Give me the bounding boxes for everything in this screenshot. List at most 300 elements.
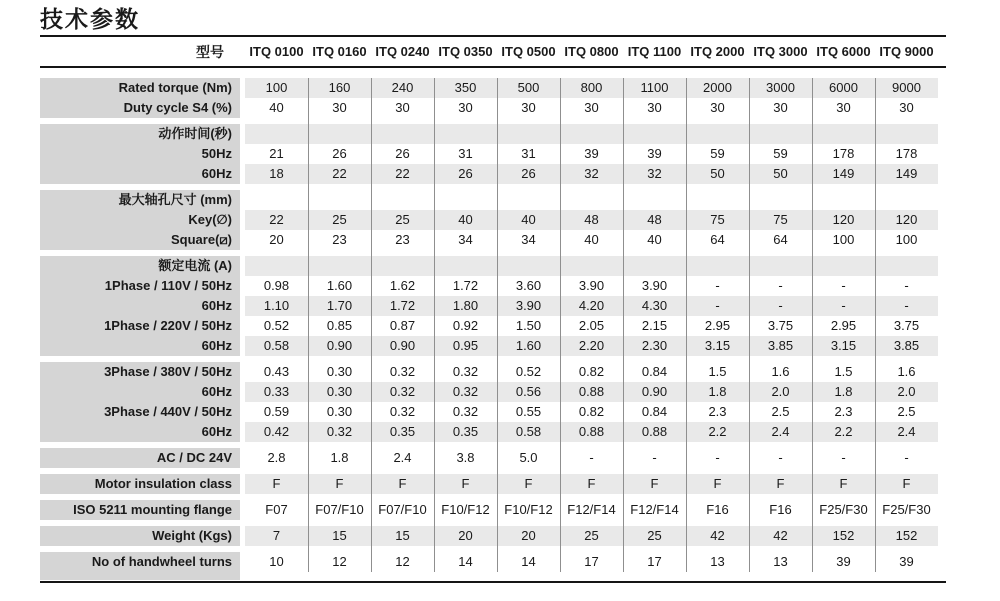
model-header-cells [245, 44, 938, 59]
table-cell: F [713, 476, 722, 491]
table-cell: 30 [647, 100, 662, 115]
table-row [40, 422, 988, 442]
table-cell: 25 [647, 528, 662, 543]
table-cell: 39 [647, 146, 662, 161]
table-cell: 75 [773, 212, 788, 227]
row-values [245, 526, 938, 546]
table-cell: 1.72 [389, 298, 416, 313]
table-cell: 149 [832, 166, 855, 181]
table-cell [497, 190, 560, 210]
row-label: No of handwheel turns [40, 552, 240, 572]
table-cell: 5.0 [519, 450, 538, 465]
table-cell: 0.30 [326, 364, 353, 379]
table-cell: 3.75 [767, 318, 794, 333]
table-cell: 178 [895, 146, 918, 161]
row-label: 60Hz [40, 382, 240, 402]
row-label: 60Hz [40, 164, 240, 184]
row-group [40, 526, 988, 546]
table-cell: 0.35 [389, 424, 416, 439]
table-cell: 1.10 [263, 298, 290, 313]
table-row [40, 382, 988, 402]
table-cell: 2.8 [267, 450, 286, 465]
table-cell [308, 256, 371, 276]
table-cell [308, 124, 371, 144]
table-cell: 25 [584, 528, 599, 543]
table-cell: 100 [895, 232, 918, 247]
table-cell: 30 [773, 100, 788, 115]
table-cell: 59 [710, 146, 725, 161]
table-row [40, 124, 988, 144]
column-header-model: ITQ 3000 [753, 44, 808, 59]
table-cell: 22 [395, 166, 410, 181]
table-cell [749, 256, 812, 276]
table-cell: 2.95 [830, 318, 857, 333]
table-row [40, 336, 988, 356]
table-cell [245, 256, 308, 276]
table-cell [434, 256, 497, 276]
table-cell: 0.32 [389, 384, 416, 399]
table-cell: 1.8 [708, 384, 727, 399]
table-row [40, 98, 988, 118]
table-cell: 30 [458, 100, 473, 115]
row-values [245, 190, 938, 210]
table-cell [560, 124, 623, 144]
table-row [40, 500, 988, 520]
column-header-model: ITQ 0160 [312, 44, 367, 59]
table-cell: 0.32 [389, 404, 416, 419]
table-cell: 3.60 [515, 278, 542, 293]
table-cell: 40 [458, 212, 473, 227]
row-values [245, 296, 938, 316]
table-cell: F10/F12 [504, 502, 553, 517]
table-cell: F [524, 476, 533, 491]
table-cell: 39 [836, 554, 851, 569]
row-values [245, 164, 938, 184]
table-cell: 2.2 [834, 424, 853, 439]
header-rule [40, 66, 946, 68]
table-cell: 3.85 [767, 338, 794, 353]
table-header-row [40, 37, 946, 66]
table-cell: 0.58 [263, 338, 290, 353]
row-values [245, 316, 938, 336]
table-cell: 0.95 [452, 338, 479, 353]
table-cell: - [841, 278, 846, 293]
table-cell [875, 256, 938, 276]
row-values [245, 276, 938, 296]
table-cell: 30 [395, 100, 410, 115]
table-cell: 30 [332, 100, 347, 115]
table-cell: 0.84 [641, 404, 668, 419]
table-cell [371, 256, 434, 276]
table-cell: 32 [584, 166, 599, 181]
table-cell: 2.5 [897, 404, 916, 419]
table-row [40, 164, 988, 184]
table-cell: 1.8 [330, 450, 349, 465]
table-cell: 14 [458, 554, 473, 569]
table-cell: 7 [272, 528, 281, 543]
table-cell: F [902, 476, 911, 491]
table-cell: 0.33 [263, 384, 290, 399]
table-cell: 20 [458, 528, 473, 543]
table-cell: 0.55 [515, 404, 542, 419]
table-cell: 0.90 [641, 384, 668, 399]
table-cell: 17 [647, 554, 662, 569]
table-cell: 1.72 [452, 278, 479, 293]
page-title: 技术参数 [40, 6, 140, 32]
table-cell: 13 [773, 554, 788, 569]
bottom-rule [40, 581, 946, 583]
table-cell [308, 190, 371, 210]
row-values [245, 98, 938, 118]
table-row [40, 296, 988, 316]
table-cell: 2.30 [641, 338, 668, 353]
table-cell [434, 124, 497, 144]
table-cell: 75 [710, 212, 725, 227]
table-cell: 40 [584, 232, 599, 247]
table-cell: F07 [265, 502, 288, 517]
table-cell [623, 256, 686, 276]
table-cell: 0.84 [641, 364, 668, 379]
table-cell [371, 190, 434, 210]
table-cell: 1100 [640, 80, 669, 95]
table-cell: 149 [895, 166, 918, 181]
table-cell: 42 [710, 528, 725, 543]
table-cell [623, 124, 686, 144]
table-cell: F [839, 476, 848, 491]
column-header-model: ITQ 2000 [690, 44, 745, 59]
row-values [245, 230, 938, 250]
table-row [40, 276, 988, 296]
table-cell: 0.82 [578, 404, 605, 419]
table-cell: 3.90 [578, 278, 605, 293]
table-cell [560, 190, 623, 210]
table-row [40, 230, 988, 250]
table-cell: F [398, 476, 407, 491]
table-cell: 2.0 [897, 384, 916, 399]
row-values [245, 362, 938, 382]
table-cell: 3000 [766, 80, 795, 95]
table-cell [875, 124, 938, 144]
table-cell [686, 190, 749, 210]
row-values [245, 78, 938, 98]
table-cell: 0.30 [326, 404, 353, 419]
table-cell: 350 [454, 80, 477, 95]
row-group [40, 500, 988, 520]
table-cell: 2.05 [578, 318, 605, 333]
model-column-label: 型号 [196, 43, 224, 60]
table-cell: 2.4 [393, 450, 412, 465]
spec-table-body [40, 78, 988, 580]
table-row [40, 474, 988, 494]
row-label: Duty cycle S4 (%) [40, 98, 240, 118]
row-label: Weight (Kgs) [40, 526, 240, 546]
table-cell: - [841, 450, 846, 465]
table-cell: 30 [836, 100, 851, 115]
table-row [40, 190, 988, 210]
table-cell: 0.98 [263, 278, 290, 293]
row-label: 3Phase / 380V / 50Hz [40, 362, 240, 382]
table-cell: 2000 [703, 80, 732, 95]
table-cell: 0.90 [389, 338, 416, 353]
table-cell: 800 [580, 80, 603, 95]
row-label: 额定电流 (A) [40, 256, 240, 276]
row-values [245, 422, 938, 442]
table-cell: 39 [584, 146, 599, 161]
table-cell [686, 256, 749, 276]
table-cell: - [715, 278, 720, 293]
table-cell: 1.6 [897, 364, 916, 379]
table-cell [686, 124, 749, 144]
table-cell: 2.5 [771, 404, 790, 419]
table-cell: 30 [584, 100, 599, 115]
row-group [40, 190, 988, 250]
table-cell: 500 [517, 80, 540, 95]
table-cell: 22 [332, 166, 347, 181]
row-label: 最大轴孔尺寸 (mm) [40, 190, 240, 210]
table-cell: F07/F10 [378, 502, 427, 517]
table-cell: 40 [521, 212, 536, 227]
table-cell: 1.5 [708, 364, 727, 379]
table-cell: 12 [395, 554, 410, 569]
row-label: 1Phase / 220V / 50Hz [40, 316, 240, 336]
table-cell: 40 [647, 232, 662, 247]
table-cell: F25/F30 [882, 502, 931, 517]
table-cell: 12 [332, 554, 347, 569]
row-group [40, 78, 988, 118]
table-cell: 26 [395, 146, 410, 161]
table-row [40, 78, 988, 98]
table-cell: 0.85 [326, 318, 353, 333]
table-cell [245, 190, 308, 210]
table-cell: 9000 [892, 80, 921, 95]
table-cell: 0.90 [326, 338, 353, 353]
label-column-footer [40, 572, 240, 580]
table-cell: - [715, 450, 720, 465]
row-values [245, 256, 938, 276]
table-cell: 2.0 [771, 384, 790, 399]
table-cell: 30 [710, 100, 725, 115]
table-cell: 1.62 [389, 278, 416, 293]
table-cell: 48 [647, 212, 662, 227]
table-row [40, 316, 988, 336]
table-cell: 14 [521, 554, 536, 569]
row-label: Square(⧄) [40, 230, 240, 250]
row-group [40, 256, 988, 356]
table-cell: 0.30 [326, 384, 353, 399]
row-label: 60Hz [40, 296, 240, 316]
row-group [40, 474, 988, 494]
table-row [40, 362, 988, 382]
table-cell: 26 [458, 166, 473, 181]
table-cell: 0.32 [452, 404, 479, 419]
row-group [40, 362, 988, 442]
table-row [40, 402, 988, 422]
table-cell: 25 [332, 212, 347, 227]
table-cell: 10 [269, 554, 284, 569]
table-cell: - [778, 298, 783, 313]
table-cell: 26 [332, 146, 347, 161]
table-cell: 13 [710, 554, 725, 569]
table-cell: 0.82 [578, 364, 605, 379]
table-cell: 4.30 [641, 298, 668, 313]
table-cell: 30 [899, 100, 914, 115]
table-cell: 0.32 [452, 364, 479, 379]
table-cell: 0.92 [452, 318, 479, 333]
column-header-model: ITQ 0240 [375, 44, 430, 59]
row-values [245, 552, 938, 572]
row-values [245, 144, 938, 164]
table-cell: 21 [269, 146, 284, 161]
table-cell: 178 [832, 146, 855, 161]
row-values [245, 474, 938, 494]
table-cell: F10/F12 [441, 502, 490, 517]
table-cell: 100 [265, 80, 288, 95]
table-cell: 0.43 [263, 364, 290, 379]
table-cell [749, 124, 812, 144]
table-cell: F [776, 476, 785, 491]
table-cell: 34 [458, 232, 473, 247]
table-cell [245, 124, 308, 144]
table-cell: 0.42 [263, 424, 290, 439]
row-label: 50Hz [40, 144, 240, 164]
table-cell: 17 [584, 554, 599, 569]
table-cell: 2.95 [704, 318, 731, 333]
table-cell: 64 [773, 232, 788, 247]
table-cell: 0.87 [389, 318, 416, 333]
table-cell: F16 [769, 502, 792, 517]
table-cell: 0.32 [452, 384, 479, 399]
table-cell: F [335, 476, 344, 491]
table-cell: - [778, 278, 783, 293]
table-cell: 40 [269, 100, 284, 115]
table-cell: 152 [895, 528, 918, 543]
row-group [40, 124, 988, 184]
table-cell: F [587, 476, 596, 491]
row-values [245, 402, 938, 422]
row-group [40, 552, 988, 572]
row-values [245, 124, 938, 144]
table-cell: 1.8 [834, 384, 853, 399]
table-cell: 1.60 [326, 278, 353, 293]
table-cell: 0.32 [326, 424, 353, 439]
table-cell: 1.6 [771, 364, 790, 379]
table-cell: F16 [706, 502, 729, 517]
table-cell: - [652, 450, 657, 465]
table-cell: 59 [773, 146, 788, 161]
table-cell: 1.70 [326, 298, 353, 313]
column-header-model: ITQ 0500 [501, 44, 556, 59]
table-cell [371, 124, 434, 144]
table-row [40, 448, 988, 468]
row-label: Key(∅) [40, 210, 240, 230]
column-header-model: ITQ 0350 [438, 44, 493, 59]
row-values [245, 210, 938, 230]
table-cell: F07/F10 [315, 502, 364, 517]
table-cell: 2.4 [771, 424, 790, 439]
table-cell: 30 [521, 100, 536, 115]
row-label: 1Phase / 110V / 50Hz [40, 276, 240, 296]
table-cell: 0.35 [452, 424, 479, 439]
row-values [245, 500, 938, 520]
column-header-model: ITQ 6000 [816, 44, 871, 59]
table-cell [497, 256, 560, 276]
table-cell: - [841, 298, 846, 313]
row-label: AC / DC 24V [40, 448, 240, 468]
table-cell: 50 [710, 166, 725, 181]
row-label: 3Phase / 440V / 50Hz [40, 402, 240, 422]
table-cell: 3.8 [456, 450, 475, 465]
row-label: Motor insulation class [40, 474, 240, 494]
table-cell: 20 [269, 232, 284, 247]
row-label: 60Hz [40, 422, 240, 442]
table-cell: 120 [895, 212, 918, 227]
table-row [40, 144, 988, 164]
column-header-model: ITQ 0800 [564, 44, 619, 59]
table-cell: - [904, 278, 909, 293]
table-cell: 15 [332, 528, 347, 543]
table-cell: 160 [328, 80, 351, 95]
table-cell [560, 256, 623, 276]
table-row [40, 210, 988, 230]
table-cell: 18 [269, 166, 284, 181]
table-cell: 0.32 [389, 364, 416, 379]
table-cell: 2.20 [578, 338, 605, 353]
table-cell [434, 190, 497, 210]
table-cell: 20 [521, 528, 536, 543]
table-cell: - [778, 450, 783, 465]
table-row [40, 526, 988, 546]
table-cell: 23 [395, 232, 410, 247]
table-cell: 3.85 [893, 338, 920, 353]
table-cell: F [272, 476, 281, 491]
table-cell: 3.15 [704, 338, 731, 353]
table-cell: 3.75 [893, 318, 920, 333]
table-cell: 34 [521, 232, 536, 247]
column-header-model: ITQ 1100 [627, 44, 682, 59]
table-cell: 32 [647, 166, 662, 181]
table-cell: 22 [269, 212, 284, 227]
table-cell: 2.2 [708, 424, 727, 439]
table-cell: 240 [391, 80, 414, 95]
row-values [245, 336, 938, 356]
table-cell: 2.4 [897, 424, 916, 439]
row-label: 60Hz [40, 336, 240, 356]
table-cell: 4.20 [578, 298, 605, 313]
table-cell: - [715, 298, 720, 313]
row-label: ISO 5211 mounting flange [40, 500, 240, 520]
table-cell: 3.15 [830, 338, 857, 353]
row-values [245, 448, 938, 468]
table-cell [812, 256, 875, 276]
table-cell: 1.50 [515, 318, 542, 333]
table-cell: 15 [395, 528, 410, 543]
table-cell: F [461, 476, 470, 491]
table-cell: 0.88 [578, 424, 605, 439]
table-cell [812, 124, 875, 144]
row-label: Rated torque (Nm) [40, 78, 240, 98]
table-cell: 152 [832, 528, 855, 543]
table-cell: - [589, 450, 594, 465]
table-cell: 0.88 [641, 424, 668, 439]
table-cell: 39 [899, 554, 914, 569]
table-cell: 0.88 [578, 384, 605, 399]
row-group [40, 448, 988, 468]
table-cell: 0.56 [515, 384, 542, 399]
table-cell: 23 [332, 232, 347, 247]
table-cell: 26 [521, 166, 536, 181]
table-cell: 100 [832, 232, 855, 247]
table-cell: - [904, 298, 909, 313]
